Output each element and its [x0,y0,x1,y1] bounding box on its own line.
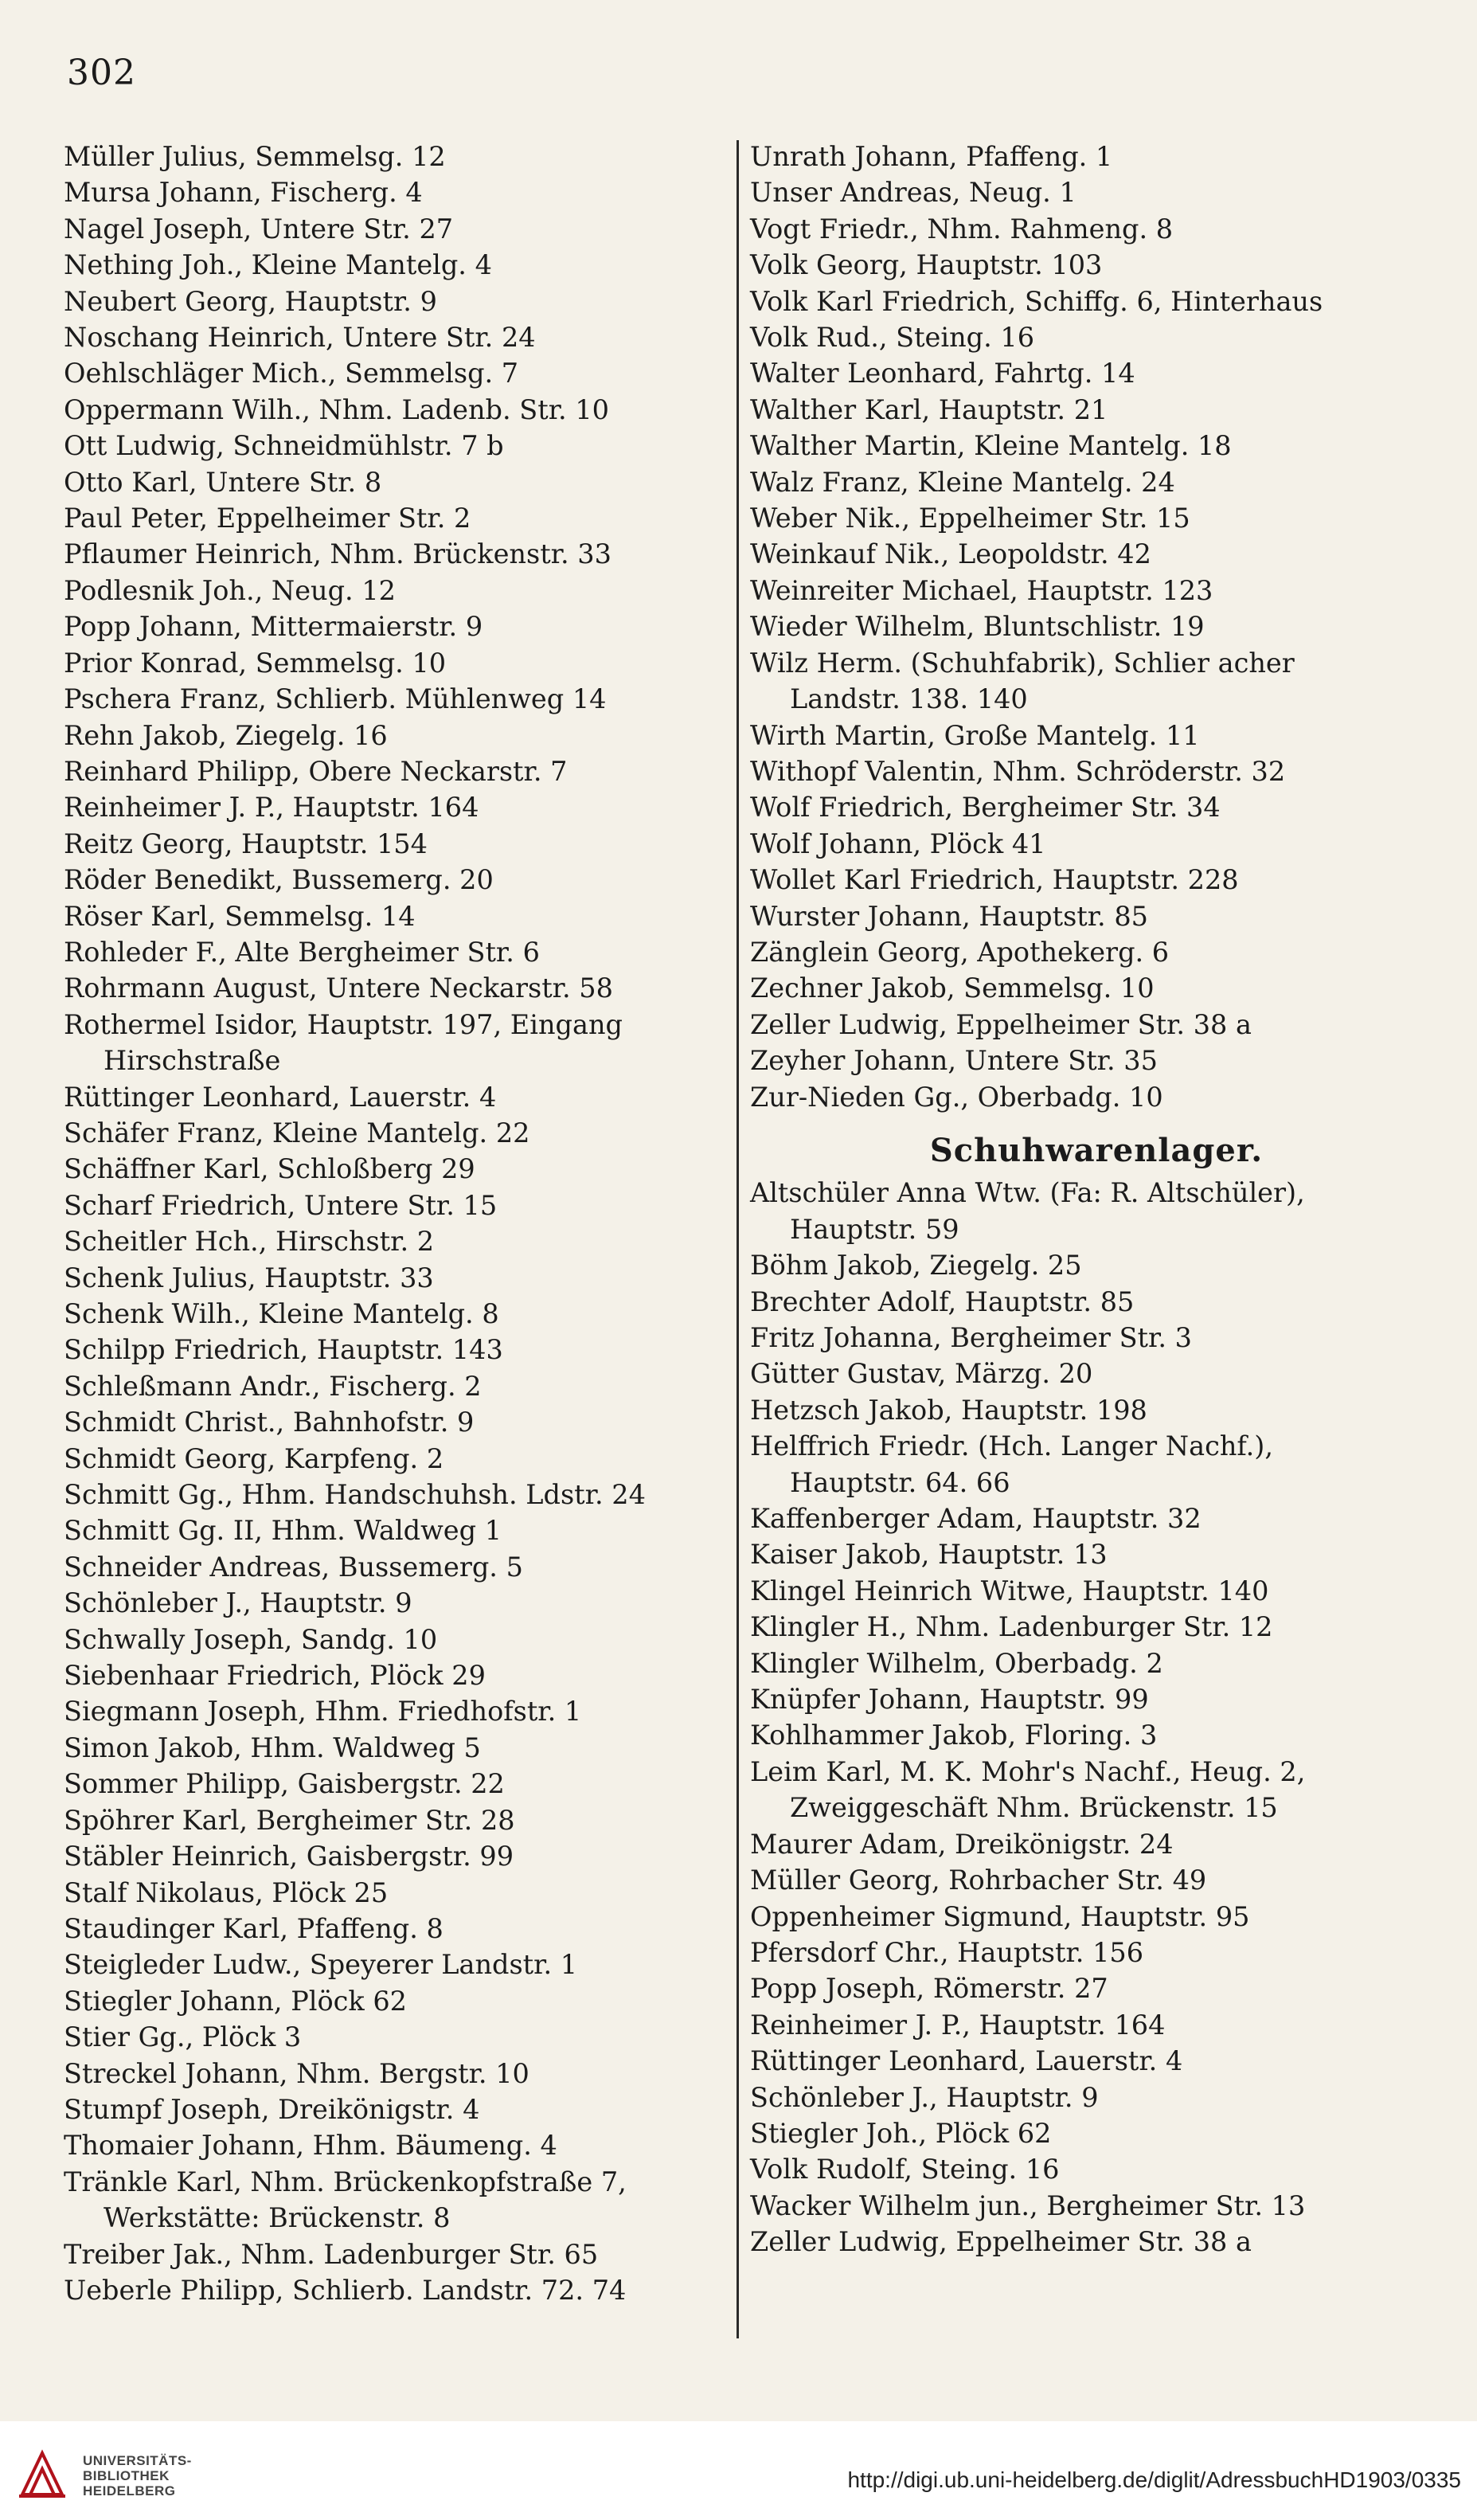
column-divider [737,140,739,2338]
directory-entry: Wilz Herm. (Schuhfabrik), Schlier acher [750,647,1295,679]
directory-entry: Streckel Johann, Nhm. Bergstr. 10 [64,2057,529,2089]
directory-entry: Schenk Wilh., Kleine Mantelg. 8 [64,1298,499,1329]
directory-entry: Sommer Philipp, Gaisbergstr. 22 [64,1768,505,1800]
directory-entry: Stumpf Joseph, Dreikönigstr. 4 [64,2093,480,2125]
directory-entry: Scheitler Hch., Hirschstr. 2 [64,1226,435,1258]
directory-entry: Schmidt Georg, Karpfeng. 2 [64,1442,444,1474]
directory-entry: Weber Nik., Eppelheimer Str. 15 [750,503,1190,534]
directory-entry: Rehn Jakob, Ziegelg. 16 [64,719,388,751]
directory-entry: Otto Karl, Untere Str. 8 [64,466,382,498]
directory-entry-continuation: Zweiggeschäft Nhm. Brückenstr. 15 [790,1792,1278,1824]
library-name-line: UNIVERSITÄTS- [83,2453,192,2468]
directory-entry: Zeller Ludwig, Eppelheimer Str. 38 a [750,2226,1252,2258]
directory-entry: Unser Andreas, Neug. 1 [750,177,1076,209]
directory-entry: Noschang Heinrich, Untere Str. 24 [64,322,536,354]
directory-entry: Zeller Ludwig, Eppelheimer Str. 38 a [750,1008,1252,1040]
directory-entry: Treiber Jak., Nhm. Ladenburger Str. 65 [64,2238,599,2270]
directory-entry: Walter Leonhard, Fahrtg. 14 [750,358,1135,389]
right-column-top-list [750,139,1443,1115]
directory-entry: Altschüler Anna Wtw. (Fa: R. Altschüler), [750,1177,1305,1209]
directory-entry: Weinkauf Nik., Leopoldstr. 42 [750,538,1151,570]
directory-entry: Schmitt Gg., Hhm. Handschuhsh. Ldstr. 24 [64,1479,646,1511]
directory-entry: Schilpp Friedrich, Hauptstr. 143 [64,1334,503,1366]
directory-entry: Ueberle Philipp, Schlierb. Landstr. 72. 74 [64,2274,627,2306]
directory-entry: Podlesnik Joh., Neug. 12 [64,574,396,606]
source-url-link[interactable]: http://digi.ub.uni-heidelberg.de/diglit/AdressbuchHD1903/0335 [847,2467,1461,2492]
directory-entry: Fritz Johanna, Bergheimer Str. 3 [750,1322,1192,1353]
directory-entry: Pflaumer Heinrich, Nhm. Brückenstr. 33 [64,538,612,570]
directory-entry: Leim Karl, M. K. Mohr's Nachf., Heug. 2, [750,1755,1306,1787]
section-heading: Schuhwarenlager. [929,1131,1264,1169]
directory-entry: Reinheimer J. P., Hauptstr. 164 [64,792,479,824]
directory-entry: Staudinger Karl, Pfaffeng. 8 [64,1912,443,1944]
directory-entry: Walther Karl, Hauptstr. 21 [750,393,1108,425]
directory-entry: Ott Ludwig, Schneidmühlstr. 7 b [64,430,504,462]
directory-entry: Scharf Friedrich, Untere Str. 15 [64,1189,498,1221]
directory-entry: Klingel Heinrich Witwe, Hauptstr. 140 [750,1575,1269,1606]
directory-entry: Rohrmann August, Untere Neckarstr. 58 [64,972,613,1004]
directory-entry: Kaiser Jakob, Hauptstr. 13 [750,1539,1108,1571]
directory-entry-continuation: Werkstätte: Brückenstr. 8 [104,2202,451,2234]
directory-entry: Wolf Johann, Plöck 41 [750,828,1046,859]
directory-entry: Reinhard Philipp, Obere Neckarstr. 7 [64,755,568,787]
directory-entry: Stiegler Joh., Plöck 62 [750,2117,1052,2149]
directory-entry: Knüpfer Johann, Hauptstr. 99 [750,1684,1149,1716]
directory-entry: Röser Karl, Semmelsg. 14 [64,900,416,932]
library-name-line: HEIDELBERG [83,2483,176,2498]
directory-entry: Simon Jakob, Hhm. Waldweg 5 [64,1732,481,1763]
directory-entry: Schäfer Franz, Kleine Mantelg. 22 [64,1117,530,1148]
directory-entry: Oehlschläger Mich., Semmelsg. 7 [64,358,519,389]
directory-entry: Hetzsch Jakob, Hauptstr. 198 [750,1394,1147,1426]
directory-entry: Wollet Karl Friedrich, Hauptstr. 228 [750,864,1239,896]
directory-entry: Tränkle Karl, Nhm. Brückenkopfstraße 7, [64,2166,627,2197]
directory-entry-continuation: Hirschstraße [104,1045,281,1077]
library-name [83,2453,192,2498]
directory-entry: Popp Johann, Mittermaierstr. 9 [64,611,483,643]
directory-entry: Gütter Gustav, Märzg. 20 [750,1358,1093,1390]
directory-entry: Walther Martin, Kleine Mantelg. 18 [750,430,1232,462]
directory-entry: Neubert Georg, Hauptstr. 9 [64,285,437,317]
directory-entry: Steigleder Ludw., Speyerer Landstr. 1 [64,1949,578,1981]
directory-entry: Rothermel Isidor, Hauptstr. 197, Eingang [64,1008,623,1040]
directory-entry: Zänglein Georg, Apothekerg. 6 [750,936,1170,968]
directory-entry: Volk Rud., Steing. 16 [750,322,1035,354]
directory-entry: Rüttinger Leonhard, Lauerstr. 4 [750,2045,1183,2077]
directory-entry: Kaffenberger Adam, Hauptstr. 32 [750,1503,1202,1535]
directory-entry: Maurer Adam, Dreikönigstr. 24 [750,1828,1174,1860]
directory-entry: Mursa Johann, Fischerg. 4 [64,177,423,209]
directory-entry: Oppenheimer Sigmund, Hauptstr. 95 [750,1900,1250,1932]
directory-entry: Siegmann Joseph, Hhm. Friedhofstr. 1 [64,1696,582,1728]
directory-entry: Schmidt Christ., Bahnhofstr. 9 [64,1407,475,1438]
directory-entry: Unrath Johann, Pfaffeng. 1 [750,141,1113,172]
directory-entry: Müller Georg, Rohrbacher Str. 49 [750,1865,1207,1896]
directory-entry: Thomaier Johann, Hhm. Bäumeng. 4 [64,2130,557,2162]
directory-entry: Popp Joseph, Römerstr. 27 [750,1973,1108,2005]
right-column [750,139,1443,2260]
directory-entry: Wolf Friedrich, Bergheimer Str. 34 [750,792,1221,824]
directory-entry: Röder Benedikt, Bussemerg. 20 [64,864,494,896]
directory-entry: Zur-Nieden Gg., Oberbadg. 10 [750,1081,1163,1113]
directory-entry: Weinreiter Michael, Hauptstr. 123 [750,574,1213,606]
directory-entry: Schönleber J., Hauptstr. 9 [750,2081,1099,2113]
directory-entry: Volk Rudolf, Steing. 16 [750,2154,1060,2185]
directory-entry: Böhm Jakob, Ziegelg. 25 [750,1250,1082,1282]
directory-entry: Schmitt Gg. II, Hhm. Waldweg 1 [64,1515,502,1547]
directory-entry: Schenk Julius, Hauptstr. 33 [64,1262,434,1293]
left-column [64,139,733,2308]
directory-entry: Wirth Martin, Große Mantelg. 11 [750,719,1200,751]
directory-entry: Schleßmann Andr., Fischerg. 2 [64,1370,482,1402]
directory-entry: Rohleder F., Alte Bergheimer Str. 6 [64,936,540,968]
directory-entry: Reinheimer J. P., Hauptstr. 164 [750,2009,1166,2041]
directory-entry: Zechner Jakob, Semmelsg. 10 [750,972,1155,1004]
directory-entry: Pfersdorf Chr., Hauptstr. 156 [750,1936,1144,1968]
right-column-bottom-list [750,1175,1443,2260]
directory-entry: Withopf Valentin, Nhm. Schröderstr. 32 [750,755,1286,787]
directory-entry-continuation: Landstr. 138. 140 [790,683,1028,715]
directory-entry: Stalf Nikolaus, Plöck 25 [64,1876,389,1908]
directory-entry: Brechter Adolf, Hauptstr. 85 [750,1285,1135,1317]
directory-entry: Kohlhammer Jakob, Floring. 3 [750,1720,1158,1751]
directory-entry: Spöhrer Karl, Bergheimer Str. 28 [64,1804,515,1836]
directory-entry-continuation: Hauptstr. 59 [790,1213,959,1245]
directory-entry: Zeyher Johann, Untere Str. 35 [750,1045,1158,1077]
directory-entry: Volk Karl Friedrich, Schiffg. 6, Hinterhaus [750,285,1323,317]
directory-entry: Siebenhaar Friedrich, Plöck 29 [64,1660,486,1692]
library-name-line: BIBLIOTHEK [83,2468,170,2483]
directory-entry: Volk Georg, Hauptstr. 103 [750,249,1103,281]
directory-entry: Schönleber J., Hauptstr. 9 [64,1587,412,1619]
directory-entry: Reitz Georg, Hauptstr. 154 [64,828,428,859]
directory-entry: Walz Franz, Kleine Mantelg. 24 [750,466,1175,498]
footer-bar [0,2421,1477,2520]
university-library-logo-icon [14,2447,70,2502]
directory-entry: Paul Peter, Eppelheimer Str. 2 [64,503,471,534]
directory-entry: Stiegler Johann, Plöck 62 [64,1985,407,2017]
directory-entry: Klingler Wilhelm, Oberbadg. 2 [750,1647,1163,1679]
directory-entry: Pschera Franz, Schlierb. Mühlenweg 14 [64,683,607,715]
directory-entry-continuation: Hauptstr. 64. 66 [790,1466,1010,1498]
directory-entry: Stäbler Heinrich, Gaisbergstr. 99 [64,1841,514,1872]
page-number: 302 [67,53,136,93]
directory-entry: Wurster Johann, Hauptstr. 85 [750,900,1148,932]
directory-entry: Schäffner Karl, Schloßberg 29 [64,1153,475,1185]
directory-entry: Rüttinger Leonhard, Lauerstr. 4 [64,1081,497,1113]
directory-entry: Nagel Joseph, Untere Str. 27 [64,213,454,245]
directory-entry: Schneider Andreas, Bussemerg. 5 [64,1551,523,1583]
directory-entry: Klingler H., Nhm. Ladenburger Str. 12 [750,1611,1273,1643]
directory-entry: Prior Konrad, Semmelsg. 10 [64,647,447,679]
directory-entry: Nething Joh., Kleine Mantelg. 4 [64,249,492,281]
directory-entry: Stier Gg., Plöck 3 [64,2021,302,2053]
directory-entry: Müller Julius, Semmelsg. 12 [64,141,446,172]
directory-entry: Oppermann Wilh., Nhm. Ladenb. Str. 10 [64,393,609,425]
directory-entry: Schwally Joseph, Sandg. 10 [64,1623,438,1655]
directory-entry: Vogt Friedr., Nhm. Rahmeng. 8 [750,213,1174,245]
directory-entry: Helffrich Friedr. (Hch. Langer Nachf.), [750,1430,1273,1462]
directory-entry: Wieder Wilhelm, Bluntschlistr. 19 [750,611,1205,643]
directory-entry: Wacker Wilhelm jun., Bergheimer Str. 13 [750,2189,1306,2221]
